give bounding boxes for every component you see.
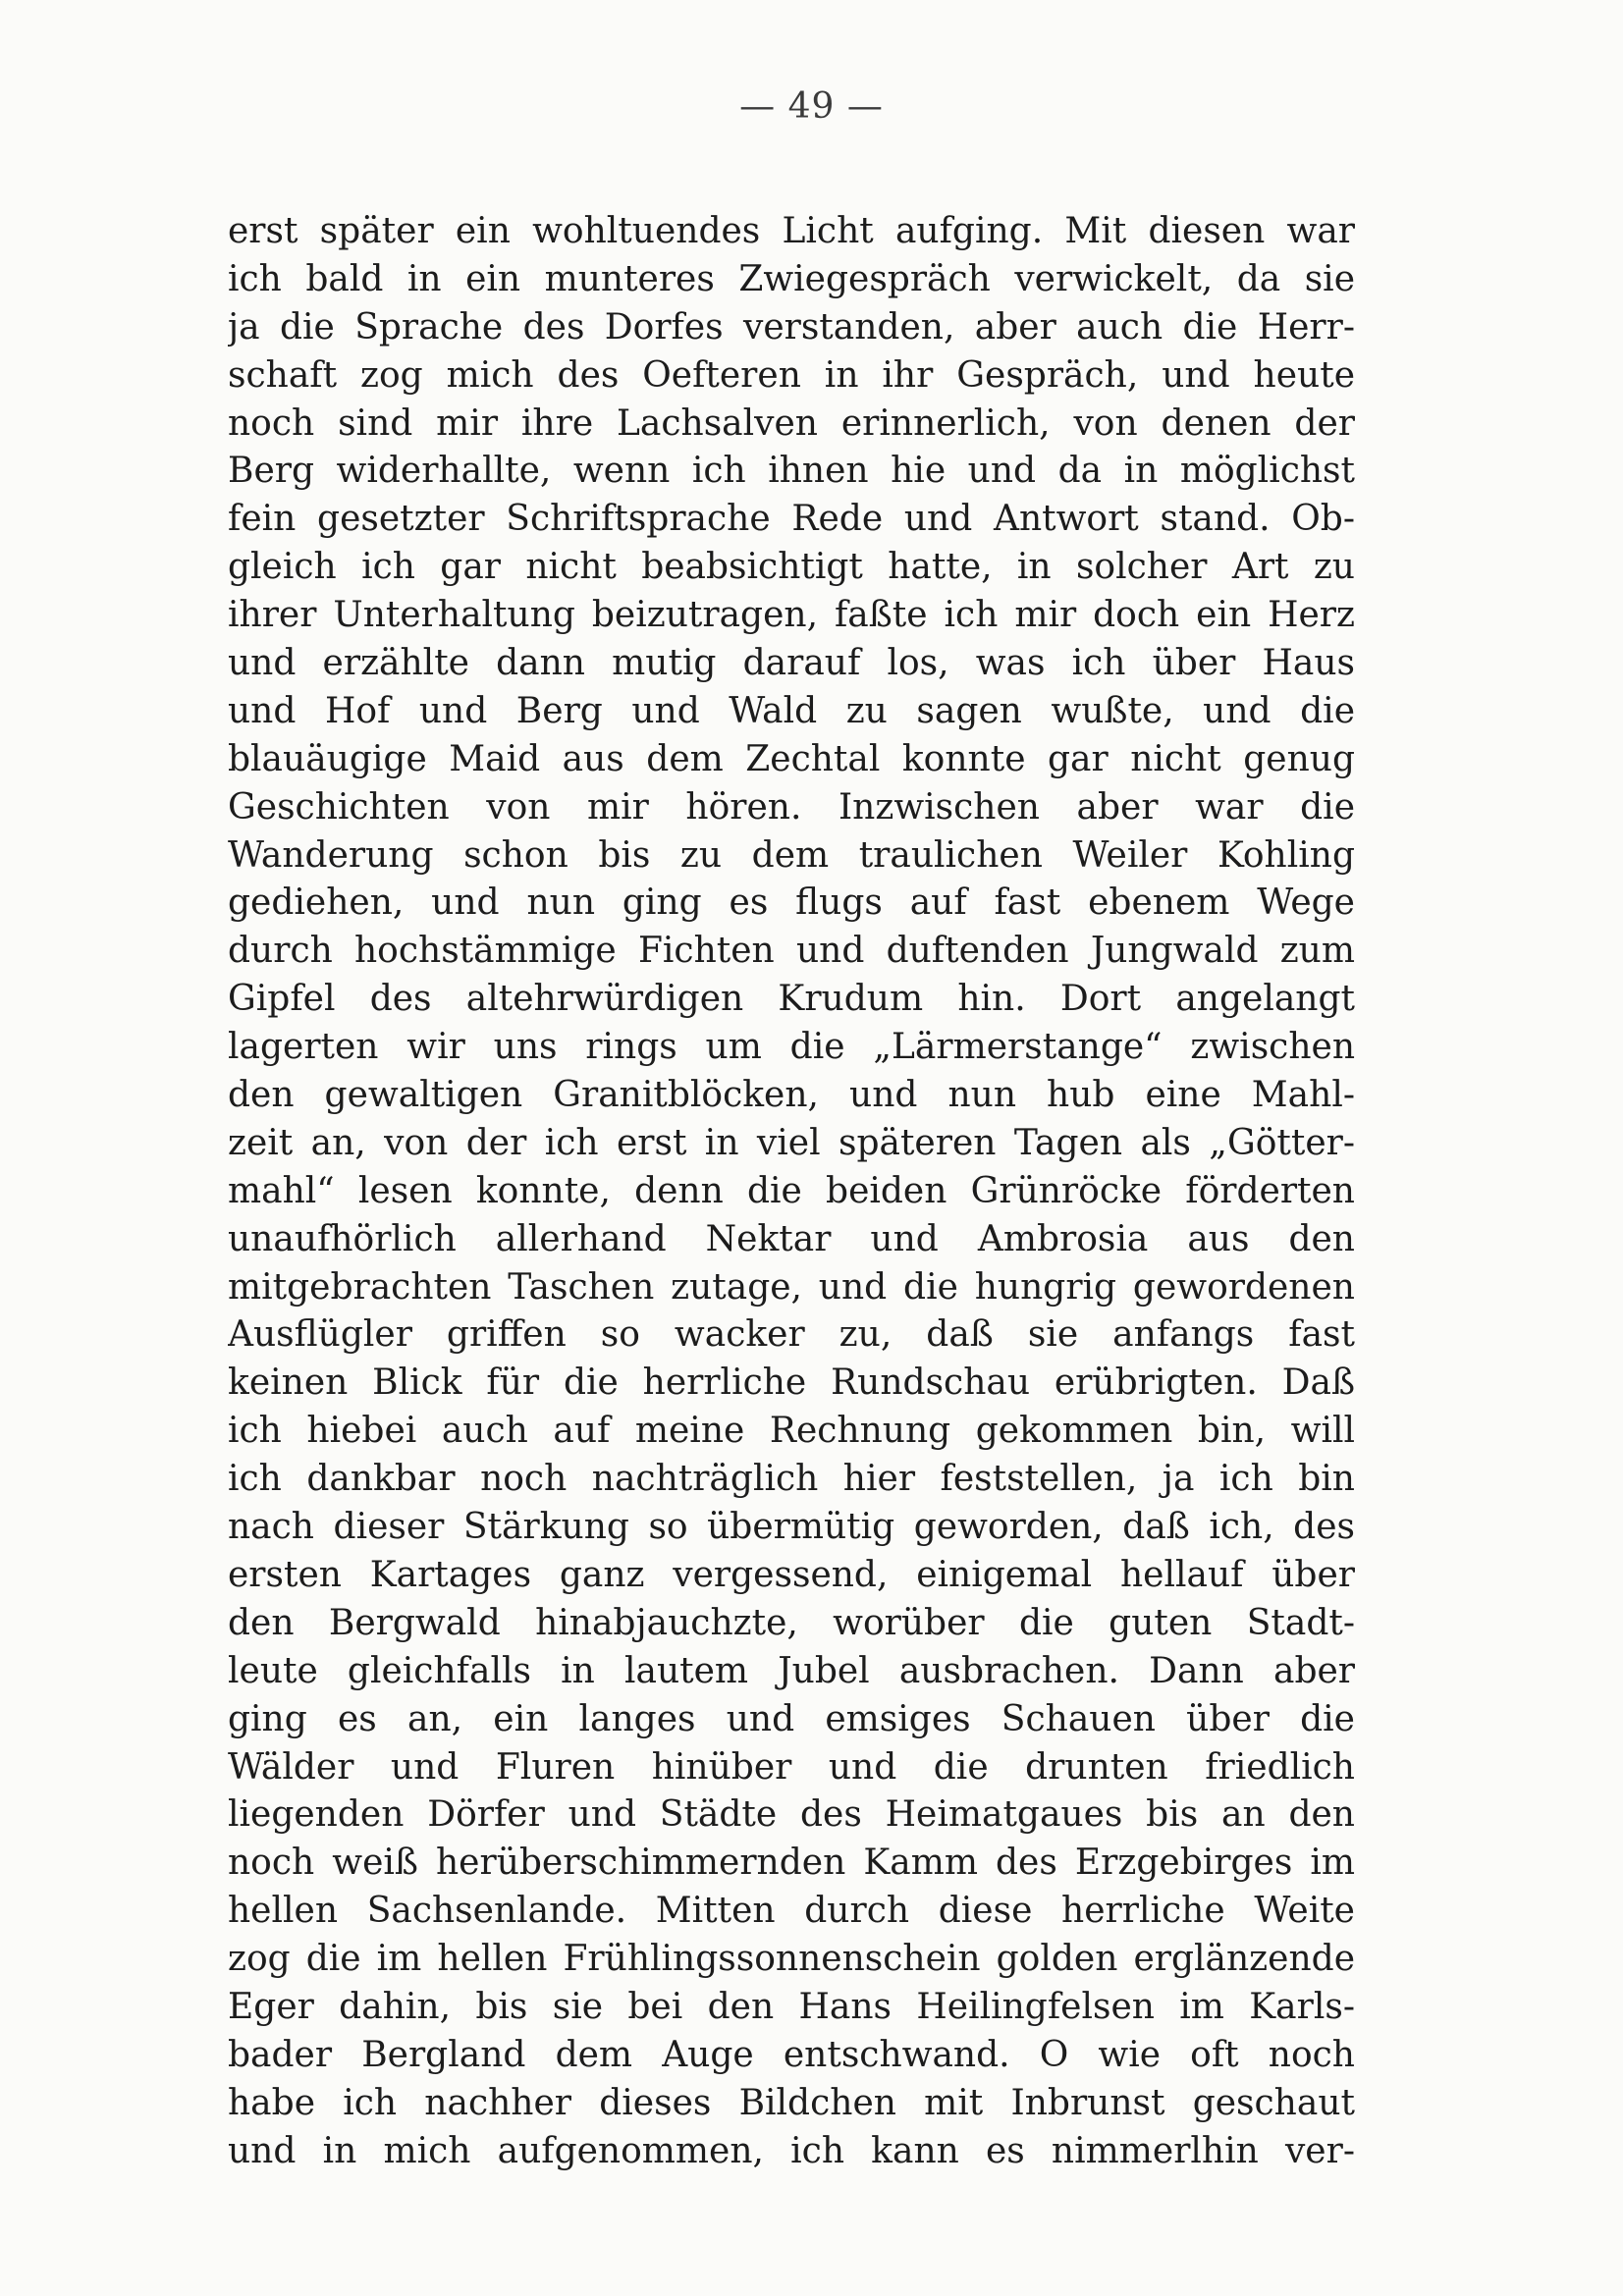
text-line: fein gesetzter Schriftsprache Rede und Antwort stand. Ob- [228, 499, 1355, 540]
text-line: und in mich aufgenommen, ich kann es nimmerlhin ver- [228, 2130, 1355, 2171]
text-line: ging es an, ein langes und emsiges Schauen über die [228, 1698, 1355, 1739]
text-line: Geschichten von mir hören. Inzwischen aber war die [228, 786, 1355, 828]
text-line: schaft zog mich des Oefteren in ihr Gespräch, und heute [228, 354, 1355, 396]
text-line: ich hiebei auch auf meine Rechnung gekommen bin, will [228, 1411, 1355, 1452]
text-line: lagerten wir uns rings um die „Lärmerstange“ zwischen [228, 1027, 1355, 1068]
body-text [228, 208, 1355, 2176]
text-line: gediehen, und nun ging es flugs auf fast ebenem Wege [228, 882, 1355, 924]
text-line: Wälder und Fluren hinüber und die drunten friedlich [228, 1746, 1355, 1788]
text-line: Eger dahin, bis sie bei den Hans Heilingfelsen im Karls- [228, 1986, 1355, 2027]
text-line: habe ich nachher dieses Bildchen mit Inbrunst geschaut [228, 2082, 1355, 2123]
text-line: den Bergwald hinabjauchzte, worüber die guten Stadt- [228, 1602, 1355, 1643]
text-line: Wanderung schon bis zu dem traulichen Weiler Kohling [228, 834, 1355, 876]
text-line: und erzählte dann mutig darauf los, was ich über Haus [228, 643, 1355, 684]
text-line: ich bald in ein munteres Zwiegespräch verwickelt, da sie [228, 258, 1355, 299]
text-line: Gipfel des altehrwürdigen Krudum hin. Dort angelangt [228, 979, 1355, 1020]
text-line: leute gleichfalls in lautem Jubel ausbrachen. Dann aber [228, 1650, 1355, 1691]
text-line: Ausflügler griffen so wacker zu, daß sie anfangs fast [228, 1314, 1355, 1356]
page-number: — 49 — [739, 86, 884, 127]
text-line: noch weiß herüberschimmernden Kamm des Erzgebirges im [228, 1842, 1355, 1884]
text-line: den gewaltigen Granitblöcken, und nun hub eine Mahl- [228, 1075, 1355, 1116]
text-line: mitgebrachten Taschen zutage, und die hungrig gewordenen [228, 1266, 1355, 1308]
text-line: ihrer Unterhaltung beizutragen, faßte ich mir doch ein Herz [228, 595, 1355, 636]
text-line: ja die Sprache des Dorfes verstanden, aber auch die Herr- [228, 306, 1355, 347]
text-line: zeit an, von der ich erst in viel späteren Tagen als „Götter- [228, 1122, 1355, 1163]
text-line: hellen Sachsenlande. Mitten durch diese herrliche Weite [228, 1891, 1355, 1932]
text-line: unaufhörlich allerhand Nektar und Ambrosia aus den [228, 1218, 1355, 1259]
text-line: nach dieser Stärkung so übermütig geworden, daß ich, des [228, 1507, 1355, 1548]
text-line: durch hochstämmige Fichten und duftenden Jungwald zum [228, 931, 1355, 972]
text-line: ich dankbar noch nachträglich hier feststellen, ja ich bin [228, 1459, 1355, 1500]
text-line: ersten Kartages ganz vergessend, einigemal hellauf über [228, 1554, 1355, 1595]
text-line: erst später ein wohltuendes Licht aufging. Mit diesen war [228, 211, 1355, 251]
text-line: keinen Blick für die herrliche Rundschau erübrigten. Daß [228, 1362, 1355, 1404]
text-line: und Hof und Berg und Wald zu sagen wußte, und die [228, 690, 1355, 731]
text-line: gleich ich gar nicht beabsichtigt hatte, in solcher Art zu [228, 547, 1355, 588]
text-line: noch sind mir ihre Lachsalven erinnerlich, von denen der [228, 402, 1355, 444]
text-line: Berg widerhallte, wenn ich ihnen hie und da in möglichst [228, 451, 1355, 492]
text-line: bader Bergland dem Auge entschwand. O wie oft noch [228, 2034, 1355, 2075]
text-line: blauäugige Maid aus dem Zechtal konnte gar nicht genug [228, 738, 1355, 779]
text-line: mahl“ lesen konnte, denn die beiden Grünröcke förderten [228, 1170, 1355, 1211]
text-line: liegenden Dörfer und Städte des Heimatgaues bis an den [228, 1794, 1355, 1836]
text-line: zog die im hellen Frühlingssonnenschein golden erglänzende [228, 1939, 1355, 1980]
